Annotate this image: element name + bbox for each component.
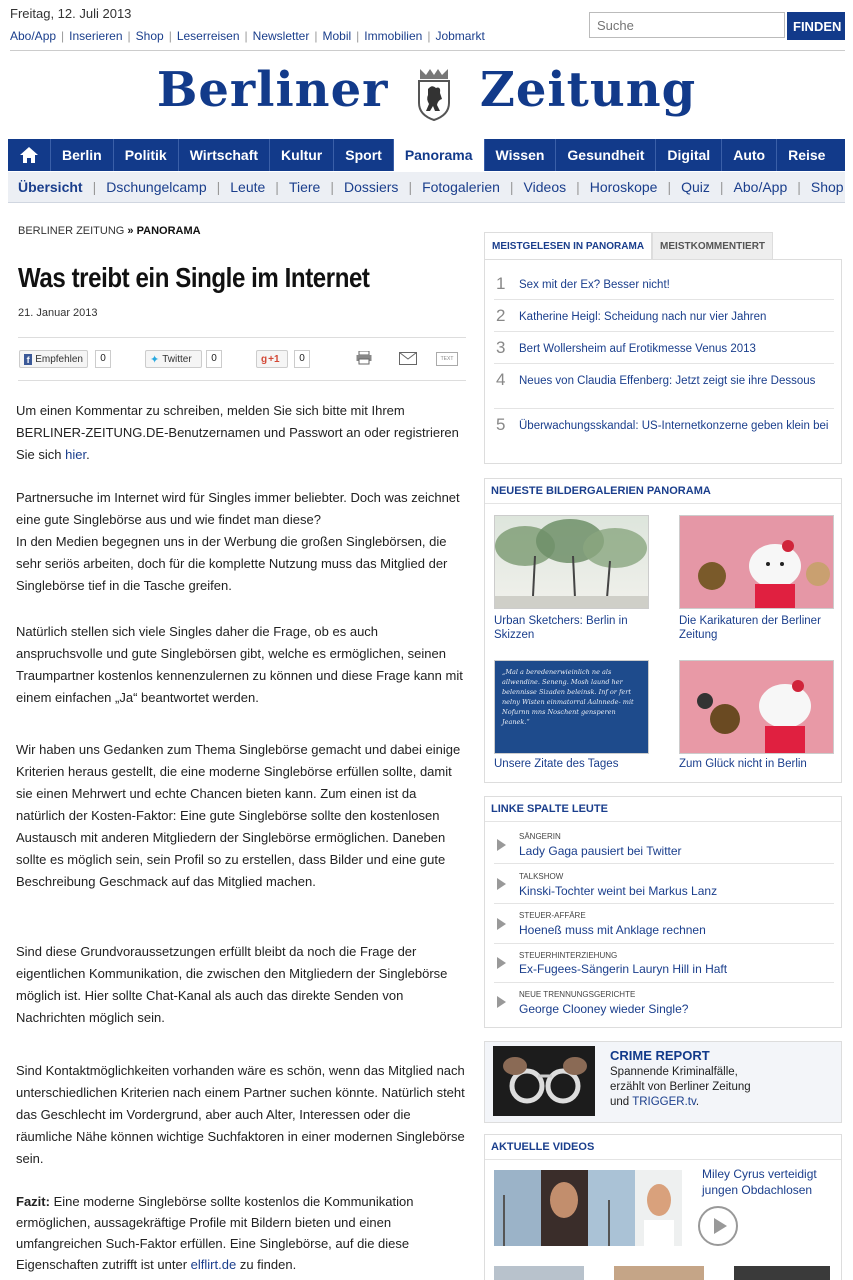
gplus-count: 0 (294, 350, 310, 368)
rank-number: 4 (496, 370, 506, 389)
article-paragraph: Partnersuche im Internet wird für Singles immer beliebter. Doch was zeichnet eine gute Singlebörse aus und wie findet man diese? In den Medien begegnen uns in der Werbung die großen Singlebörsen, die sehr seriös arbeiten, doch für die komplette Nutzung muss das Mitglied der Singlebörse tief in die Tasche greifen. (16, 490, 460, 593)
twitter-share-label: Twitter (162, 353, 192, 365)
gallery-thumbnail-caricature[interactable] (679, 515, 834, 609)
video-thumbnail[interactable] (494, 1266, 584, 1280)
quote-text: „Mal a beredenerwieinlich ne als allwendine. Seneng. Mosh laund her belennisse Sizaden beleinsk. Inf or fert nelny Wisten einmatorral Aalnnede- mit Nofurnn mns Noschent gensperen Jeanek.“ (502, 668, 634, 726)
galleries-heading: NEUESTE BILDERGALERIEN PANORAMA (485, 479, 841, 504)
facebook-share-label: Empfehlen (35, 353, 83, 365)
nav-auto[interactable]: Auto (722, 139, 777, 171)
divider (18, 380, 466, 381)
article-conclusion: Fazit: Eine moderne Singlebörse sollte kostenlos die Kommunikation ermöglichen, aussagekräftige Profile mit Bildern bieten und einen umfangreichen Such-Faktor erfüllen. Eine Singlebörse, auf die diese Eigenschaften zutrifft ist unter elflirt.de zu finden. (16, 1194, 414, 1272)
breadcrumb-current: PANORAMA (136, 225, 201, 237)
people-item[interactable]: Ex-Fugees-Sängerin Lauryn Hill in Haft (519, 962, 728, 976)
nav-wirtschaft[interactable]: Wirtschaft (179, 139, 270, 171)
people-heading: LINKE SPALTE LEUTE (485, 797, 841, 822)
nav-digital[interactable]: Digital (656, 139, 722, 171)
gallery-thumbnail-sketch[interactable] (494, 515, 649, 609)
facebook-icon: f (24, 354, 32, 365)
subnav-uebersicht[interactable]: Übersicht (18, 179, 83, 195)
divider (494, 363, 834, 364)
register-link[interactable]: hier (65, 447, 87, 462)
tab-most-commented[interactable]: MEISTKOMMENTIERT (652, 232, 773, 260)
top-link-newsletter[interactable]: Newsletter (252, 29, 310, 43)
logo-text-right: Zeitung (479, 62, 697, 118)
top-link-leserreisen[interactable]: Leserreisen (176, 29, 240, 43)
divider (494, 903, 834, 904)
play-button-icon[interactable] (698, 1206, 738, 1246)
divider (494, 943, 834, 944)
gplus-share-button[interactable] (256, 350, 288, 368)
sub-nav: Übersicht | Dschungelcamp | Leute | Tiere | Dossiers | Fotogalerien | Videos | Horoskope | Quiz | Abo/App | Shop (8, 172, 845, 203)
subnav-shop[interactable]: Shop (810, 179, 844, 195)
breadcrumb-separator: » (127, 225, 134, 237)
article-paragraph: Sind diese Grundvoraussetzungen erfüllt bleibt da noch die Frage der eigentlichen Kommunikation, die zwischen den Mitgliedern der Singlebörse möglich ist. Hier sollte Chat-Kanal als auch das direkte Senden von Nachrichten möglich sein. (16, 944, 448, 1025)
play-icon (497, 957, 506, 969)
tab-most-read[interactable]: MEISTGELESEN IN PANORAMA (484, 232, 652, 260)
main-nav (8, 139, 845, 171)
people-item[interactable]: George Clooney wieder Single? (519, 1002, 689, 1016)
divider (494, 408, 834, 409)
rank-number: 5 (496, 415, 506, 434)
facebook-count: 0 (95, 350, 111, 368)
most-read-item[interactable]: Sex mit der Ex? Besser nicht! (519, 279, 670, 291)
people-item[interactable]: Lady Gaga pausiert bei Twitter (519, 844, 682, 858)
article-paragraph: Natürlich stellen sich viele Singles daher die Frage, ob es auch anspruchsvolle und gute Singlebörsen gibt, welche es ermöglichen, seinen Traumpartner kostenlos kennenzulernen zu können und diese Frage kann mit einem einfachen „Ja“ beantwortet werden. (16, 624, 463, 705)
divider (494, 331, 834, 332)
article-date: 21. Januar 2013 (18, 307, 98, 319)
rank-number: 1 (496, 274, 506, 293)
video-thumbnail[interactable] (734, 1266, 830, 1280)
login-note: Um einen Kommentar zu schreiben, melden Sie sich bitte mit Ihrem BERLINER-ZEITUNG.DE-Benutzernamen und Passwort an oder registrieren Sie sich hier. (16, 403, 459, 462)
item-kicker: SÄNGERIN (519, 832, 561, 841)
handcuffs-icon (493, 1046, 595, 1116)
nav-reise[interactable]: Reise (788, 147, 826, 163)
rank-number: 3 (496, 338, 506, 357)
current-date: Freitag, 12. Juli 2013 (10, 6, 132, 21)
most-read-tabs (484, 232, 773, 260)
play-icon (497, 839, 506, 851)
subnav-leute[interactable]: Leute (230, 179, 266, 195)
top-link-immobilien[interactable]: Immobilien (364, 29, 423, 43)
item-kicker: TALKSHOW (519, 872, 564, 881)
crime-report-text: Spannende Kriminalfälle, erzählt von Berliner Zeitung und TRIGGER.tv. (610, 1066, 751, 1108)
nav-gesundheit[interactable]: Gesundheit (556, 139, 656, 171)
logo-text-left: Berliner (156, 62, 389, 118)
article-paragraph: Wir haben uns Gedanken zum Thema Singlebörse gemacht und dabei einige Kriterien heraus gestellt, die eine moderne Singlebörse erfüllen sollte, damit sie einen Mehrwert und echte Chancen bieten kann. Zum einen ist da natürlich der Kosten-Faktor: Eine gute Singlebörse sollte den kostenlosen Austausch mit anderen Mitgliedern der Singlebörse ermöglichen. Daneben sollte es möglich sein, sein Profil so zu erstellen, dass Bilder und eine gute Beschreibung Geschmack auf das Mitglied machen. (16, 742, 461, 889)
search-input[interactable] (589, 12, 785, 38)
subnav-tiere[interactable]: Tiere (288, 179, 321, 195)
gallery-caption[interactable]: Unsere Zitate des Tages (494, 758, 619, 770)
gallery-caption[interactable]: Die Karikaturen der Berliner Zeitung (679, 615, 821, 641)
gplus-share-label: +1 (268, 353, 280, 365)
videos-heading: AKTUELLE VIDEOS (485, 1135, 841, 1160)
top-link-jobmarkt[interactable]: Jobmarkt (435, 29, 485, 43)
nav-panorama[interactable]: Panorama (394, 139, 485, 171)
video-thumbnail[interactable] (494, 1170, 682, 1246)
top-link-mobil[interactable]: Mobil (322, 29, 352, 43)
nav-wissen[interactable]: Wissen (485, 139, 557, 171)
elflirt-link[interactable]: elflirt.de (190, 1257, 237, 1272)
home-icon[interactable] (8, 139, 51, 171)
divider (494, 982, 834, 983)
most-read-item[interactable]: Bert Wollersheim auf Erotikmesse Venus 2013 (519, 343, 756, 355)
most-read-item[interactable]: Katherine Heigl: Scheidung nach nur vier Jahren (519, 311, 767, 323)
gallery-thumbnail-luck[interactable] (679, 660, 834, 754)
nav-politik[interactable]: Politik (114, 139, 179, 171)
crime-report-title: CRIME REPORT (610, 1048, 710, 1063)
most-read-item[interactable]: Überwachungsskandal: US-Internetkonzerne geben klein bei (519, 420, 829, 432)
subnav-fotogalerien[interactable]: Fotogalerien (422, 179, 500, 195)
top-link-abo[interactable]: Abo/App (10, 29, 57, 43)
trigger-link[interactable]: TRIGGER.tv (632, 1096, 696, 1108)
breadcrumb-root[interactable]: BERLINER ZEITUNG (18, 225, 125, 237)
rank-number: 2 (496, 306, 506, 325)
search-button[interactable]: FINDEN (787, 12, 845, 40)
divider (18, 337, 466, 338)
facebook-share-button[interactable] (19, 350, 88, 368)
video-thumbnail[interactable] (614, 1266, 704, 1280)
top-link-shop[interactable]: Shop (135, 29, 164, 43)
divider (494, 299, 834, 300)
subnav-videos[interactable]: Videos (523, 179, 567, 195)
most-read-item[interactable]: Neues von Claudia Effenberg: Jetzt zeigt sie ihre Dessous (519, 375, 816, 387)
top-link-inserieren[interactable]: Inserieren (69, 29, 123, 43)
twitter-share-button[interactable] (145, 350, 202, 368)
text-size-icon[interactable]: TEXT (436, 352, 458, 366)
nav-berlin[interactable]: Berlin (51, 139, 114, 171)
top-links: Abo/App | Inserieren | Shop | Leserreisen | Newsletter | Mobil | Immobilien | Jobmarkt (10, 29, 485, 43)
nav-sport[interactable]: Sport (334, 139, 394, 171)
twitter-count: 0 (206, 350, 222, 368)
twitter-icon: ✦ (150, 353, 160, 366)
divider (494, 863, 834, 864)
bear-crest-icon (416, 67, 452, 121)
site-logo[interactable] (0, 62, 853, 121)
play-icon (497, 918, 506, 930)
play-icon (497, 878, 506, 890)
subnav-horoskope[interactable]: Horoskope (589, 179, 658, 195)
gallery-thumbnail-quotes[interactable] (494, 660, 649, 754)
item-kicker: STEUER-AFFÄRE (519, 911, 586, 920)
play-icon (497, 996, 506, 1008)
subnav-dschungelcamp[interactable]: Dschungelcamp (106, 179, 207, 195)
divider (10, 50, 845, 51)
breadcrumb (18, 225, 201, 237)
item-kicker: NEUE TRENNUNGSGERICHTE (519, 990, 636, 999)
gplus-icon: g (261, 353, 268, 365)
video-headline[interactable]: Miley Cyrus verteidigt jungen Obdachlosen (702, 1167, 817, 1197)
people-item[interactable]: Hoeneß muss mit Anklage rechnen (519, 923, 706, 937)
mail-icon[interactable] (399, 352, 417, 370)
print-icon[interactable] (356, 351, 372, 370)
article-title: Was treibt ein Single im Internet (18, 262, 370, 293)
subnav-dossiers[interactable]: Dossiers (343, 179, 399, 195)
gallery-caption[interactable]: Urban Sketchers: Berlin in Skizzen (494, 615, 628, 641)
item-kicker: STEUERHINTERZIEHUNG (519, 951, 618, 960)
people-item[interactable]: Kinski-Tochter weint bei Markus Lanz (519, 884, 718, 898)
gallery-caption[interactable]: Zum Glück nicht in Berlin (679, 758, 807, 770)
subnav-abo[interactable]: Abo/App (733, 179, 788, 195)
subnav-quiz[interactable]: Quiz (681, 179, 710, 195)
nav-kultur[interactable]: Kultur (270, 139, 334, 171)
article-paragraph: Sind Kontaktmöglichkeiten vorhanden wäre es schön, wenn das Mitglied nach unterschiedlichen Kriterien nach einem Partner suchen könnte. Natürlich steht das Geschlecht im Vordergrund, aber auch Alter, Interessen oder die räumliche Nähe können wichtige Suchfaktoren in einer modernen Singlebörse sein. (16, 1063, 465, 1166)
